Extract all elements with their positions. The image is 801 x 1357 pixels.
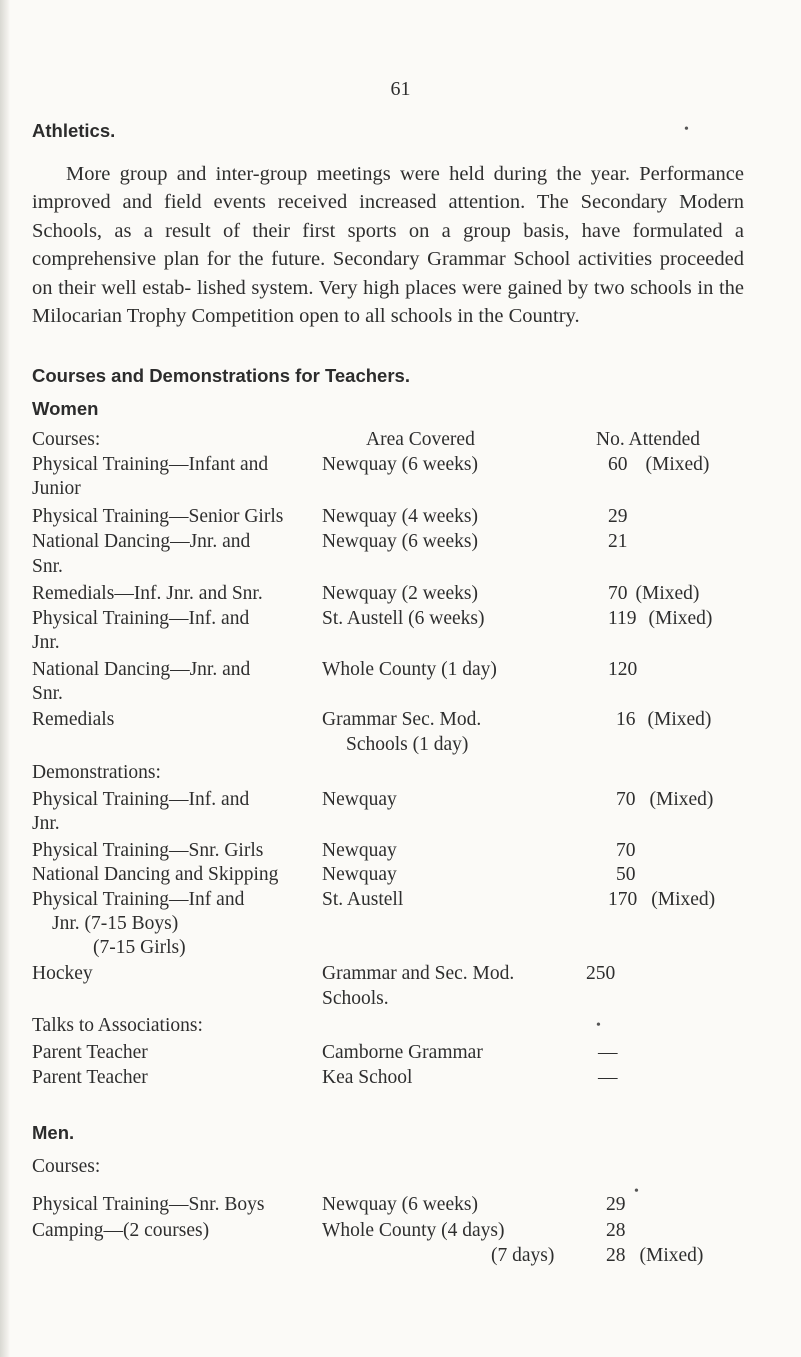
course-cell: Physical Training—Snr. Boys: [32, 1194, 265, 1215]
area-cell: St. Austell (6 weeks): [322, 608, 485, 629]
speck-mark: •: [596, 1018, 601, 1033]
course-cell: Remedials: [32, 709, 115, 730]
area-cell: Newquay (6 weeks): [322, 454, 478, 475]
course-cell: Hockey: [32, 963, 93, 984]
attended-cell: 16 (Mixed): [616, 709, 712, 730]
course-cell: Remedials—Inf. Jnr. and Snr.: [32, 583, 263, 604]
area-cell: Grammar Sec. Mod.: [322, 709, 482, 730]
course-cell: Physical Training—Snr. Girls: [32, 840, 264, 861]
attended-cell: 170 (Mixed): [608, 889, 716, 910]
courses-label-men: Courses:: [32, 1156, 101, 1177]
course-cell-cont: Jnr.: [32, 632, 60, 653]
course-cell-cont: Junior: [32, 478, 81, 499]
area-cell: Newquay: [322, 864, 397, 885]
course-cell: Camping—(2 courses): [32, 1220, 210, 1241]
area-cell-cont: Schools.: [322, 988, 389, 1009]
course-cell: Parent Teacher: [32, 1067, 148, 1088]
area-cell: Newquay (4 weeks): [322, 506, 478, 527]
athletics-heading: Athletics.: [32, 120, 116, 141]
attended-cell: 28: [606, 1220, 626, 1241]
course-cell: National Dancing—Jnr. and: [32, 531, 251, 552]
women-heading: Women: [32, 398, 99, 419]
talks-label: Talks to Associations:: [32, 1015, 203, 1036]
area-cell: Newquay (6 weeks): [322, 1194, 478, 1215]
attended-cell: —: [598, 1042, 618, 1063]
attended-cell: 28 (Mixed): [606, 1245, 704, 1266]
men-heading: Men.: [32, 1122, 75, 1143]
course-cell: Parent Teacher: [32, 1042, 148, 1063]
attended-cell: 70 (Mixed): [616, 789, 714, 810]
speck-mark: •: [634, 1184, 639, 1199]
course-cell: Physical Training—Inf. and: [32, 608, 250, 629]
area-cell: Newquay: [322, 840, 397, 861]
page-edge-shadow: [0, 0, 10, 1357]
area-cell-cont: Schools (1 day): [346, 734, 469, 755]
course-cell: Physical Training—Infant and: [32, 454, 269, 475]
attended-cell: 119 (Mixed): [608, 608, 713, 629]
area-cell: Whole County (1 day): [322, 659, 497, 680]
course-cell-cont: (7-15 Girls): [93, 937, 186, 958]
area-covered-header: Area Covered: [366, 429, 475, 450]
area-cell: Newquay (2 weeks): [322, 583, 478, 604]
area-cell: (7 days): [491, 1245, 555, 1266]
athletics-paragraph: More group and inter-group meetings were held during the year. Performance improved and field events received increased attention. The Secondary Modern Schools, as a result of their first sports on a group basis, have formulated a comprehensive plan for the future. Secondary Grammar School activities proceeded on their well estab- lished system. Very high places were gained by two schools in the Milocarian Trophy Competition open to all schools in the Country.: [32, 163, 744, 328]
course-cell: National Dancing—Jnr. and: [32, 659, 251, 680]
course-cell-cont: Jnr. (7-15 Boys): [52, 913, 179, 934]
attended-cell: 250: [586, 963, 616, 984]
attended-cell: 29: [606, 1194, 626, 1215]
courses-label-women: Courses:: [32, 429, 101, 450]
area-cell: Grammar and Sec. Mod.: [322, 963, 515, 984]
area-cell: Newquay: [322, 789, 397, 810]
page-number: 61: [390, 78, 411, 100]
area-cell: Camborne Grammar: [322, 1042, 483, 1063]
course-cell-cont: Snr.: [32, 683, 63, 704]
course-cell-cont: Snr.: [32, 556, 63, 577]
no-attended-header: No. Attended: [596, 429, 700, 450]
attended-cell: 50: [616, 864, 636, 885]
speck-mark: •: [684, 122, 689, 137]
attended-cell: —: [598, 1067, 618, 1088]
course-cell: National Dancing and Skipping: [32, 864, 279, 885]
area-cell: Whole County (4 days): [322, 1220, 505, 1241]
area-cell: Kea School: [322, 1067, 413, 1088]
course-cell: Physical Training—Inf and: [32, 889, 245, 910]
courses-heading: Courses and Demonstrations for Teachers.: [32, 365, 410, 386]
course-cell: Physical Training—Senior Girls: [32, 506, 284, 527]
attended-cell: 29: [608, 506, 628, 527]
attended-cell: 120: [608, 659, 638, 680]
demonstrations-label: Demonstrations:: [32, 762, 161, 783]
attended-cell: 70 (Mixed): [608, 583, 700, 604]
attended-cell: 60 (Mixed): [608, 454, 710, 475]
course-cell: Physical Training—Inf. and: [32, 789, 250, 810]
attended-cell: 21: [608, 531, 628, 552]
area-cell: Newquay (6 weeks): [322, 531, 478, 552]
attended-cell: 70: [616, 840, 636, 861]
course-cell-cont: Jnr.: [32, 813, 60, 834]
area-cell: St. Austell: [322, 889, 404, 910]
